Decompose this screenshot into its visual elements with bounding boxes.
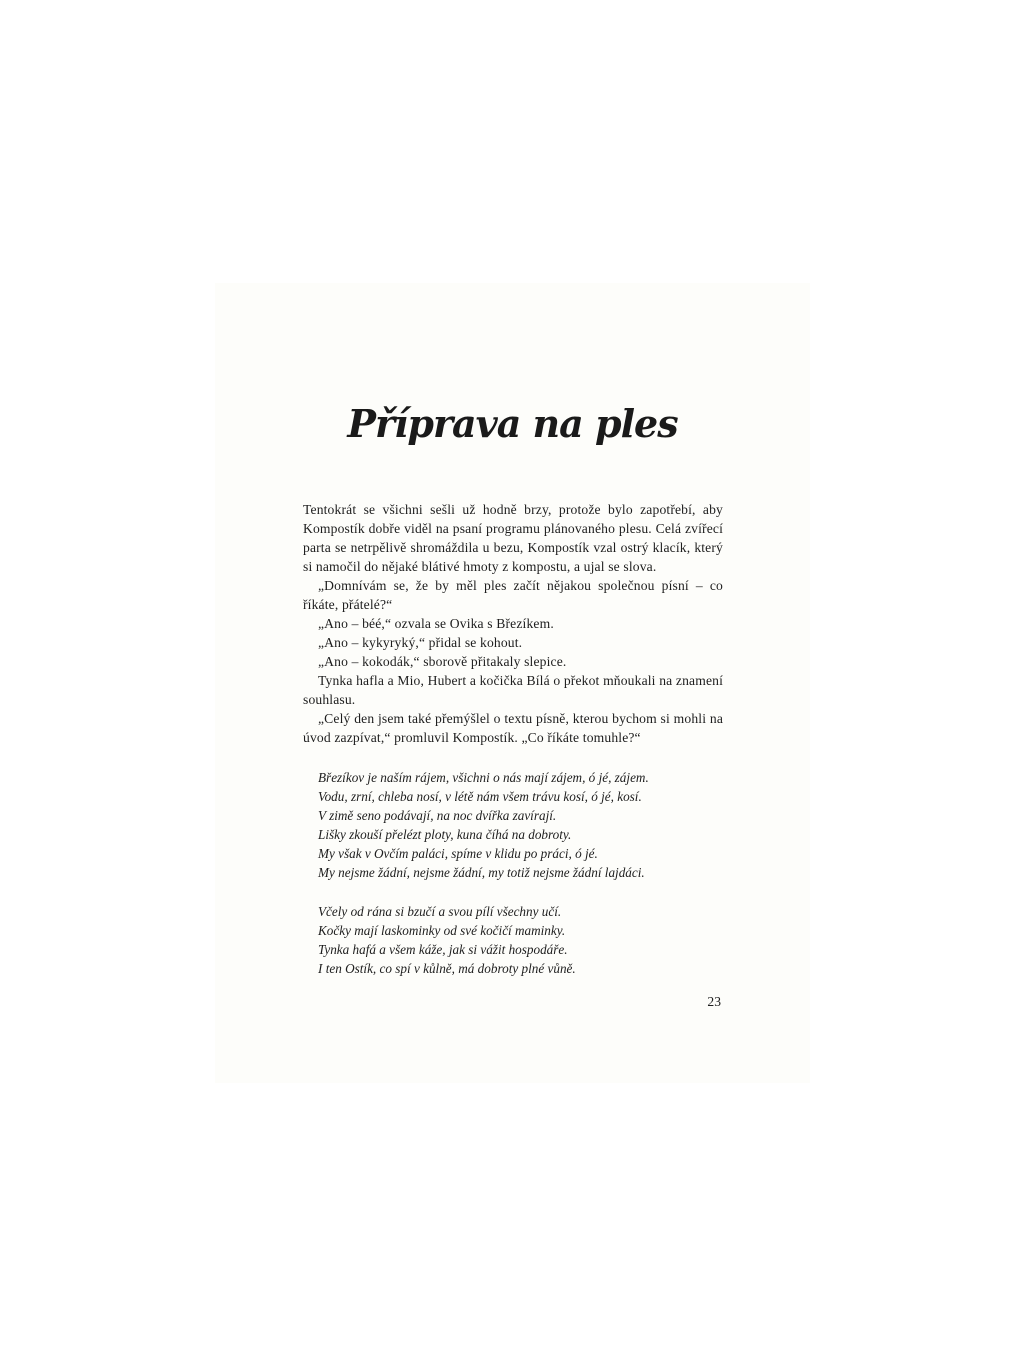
book-page (215, 283, 810, 1083)
verse-line: Kočky mají laskominky od své kočičí maminky. (318, 923, 566, 938)
verse-line: I ten Ostík, co spí v kůlně, má dobroty plné vůně. (318, 961, 576, 976)
verse-line: My nejsme žádní, nejsme žádní, my totiž nejsme žádní lajdáci. (318, 865, 645, 880)
paragraph: „Domnívám se, že by měl ples začít nějakou společnou písní – co říkáte, přátelé?“ (303, 578, 723, 612)
verse-line: Včely od rána si bzučí a svou pílí všechny učí. (318, 904, 562, 919)
paragraph: Tentokrát se všichni sešli už hodně brzy, protože bylo zapotřebí, aby Kompostík dobře viděl na psaní programu plánovaného plesu. Celá zvířecí parta se netrpělivě shromáždila u bezu, Kompostík vzal ostrý klacík, který si namočil do nějaké blátivé hmoty z kompostu, a ujal se slova. (303, 502, 723, 574)
page-number: 23 (707, 994, 721, 1009)
paragraph: „Ano – kokodák,“ sborově přitakaly slepice. (318, 654, 567, 669)
verse-line: Březíkov je naším rájem, všichni o nás mají zájem, ó jé, zájem. (318, 770, 649, 785)
paragraph: „Ano – béé,“ ozvala se Ovika s Březíkem. (318, 616, 554, 631)
verse-line: My však v Ovčím paláci, spíme v klidu po práci, ó jé. (318, 846, 598, 861)
verse-line: V zimě seno podávají, na noc dvířka zavírají. (318, 808, 557, 823)
body-text (303, 500, 723, 747)
verse-line: Vodu, zrní, chleba nosí, v létě nám všem trávu kosí, ó jé, kosí. (318, 789, 642, 804)
song-stanza-2 (318, 902, 728, 978)
paragraph: „Ano – kykyryký,“ přidal se kohout. (318, 635, 523, 650)
song-stanza-1 (318, 768, 728, 882)
chapter-title: Příprava na ples (347, 401, 678, 446)
verse-line: Tynka hafá a všem káže, jak si vážit hospodáře. (318, 942, 568, 957)
paragraph: „Celý den jsem také přemýšlel o textu písně, kterou bychom si mohli na úvod zazpívat,“ promluvil Kompostík. „Co říkáte tomuhle?“ (303, 711, 723, 745)
paragraph: Tynka hafla a Mio, Hubert a kočička Bílá o překot mňoukali na znamení souhlasu. (303, 673, 723, 707)
verse-line: Lišky zkouší přelézt ploty, kuna číhá na dobroty. (318, 827, 572, 842)
